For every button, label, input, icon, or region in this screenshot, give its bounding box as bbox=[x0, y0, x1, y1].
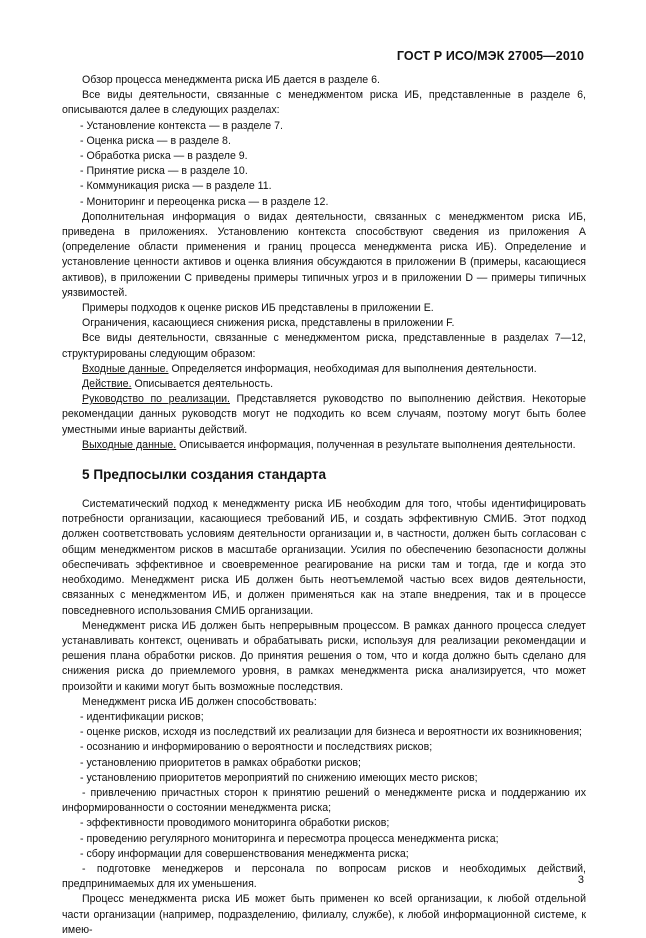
list-item: - подготовке менеджеров и персонала по вопросам рисков и необходимых действий, предпринимаемых для их уменьшения. bbox=[62, 862, 586, 891]
paragraph: Систематический подход к менеджменту риска ИБ необходим для того, чтобы идентифицировать потребности организации, касающиеся требований ИБ, и создать эффективную СМИБ. Этот подход должен соответствовать условиям деятельности организации и, в частности, должен быть согласован с общим менеджментом рисков в масштабе организации. Усилия по обеспечению безопасности должны обеспечивать эффективное и своевременное реагирование на риски там и тогда, где и когда это необходимо. Менеджмент риска ИБ должен быть неотъемлемой частью всех видов деятельности, связанных с менеджментом ИБ, и должен применяться как на этапе внедрения, так и в процессе повседневного использования СМИБ организации. bbox=[62, 498, 586, 617]
list-item: - привлечению причастных сторон к принятию решений о менеджменте риска и поддержанию их информированности о состоянии менеджмента риска; bbox=[62, 786, 586, 815]
list-item: - идентификации рисков; bbox=[80, 710, 204, 723]
structure-item-guidance bbox=[62, 392, 586, 438]
paragraph: Все виды деятельности, связанные с менеджментом риска, представленные в разделах 7—12, структурированы следующим образом: bbox=[62, 332, 586, 360]
paragraph: Примеры подходов к оценке рисков ИБ представлены в приложении Е. bbox=[82, 302, 434, 315]
list-item: - эффективности проводимого мониторинга обработки рисков; bbox=[80, 817, 390, 830]
list-item: - сбору информации для совершенствования менеджмента риска; bbox=[80, 847, 409, 860]
paragraph: Дополнительная информация о видах деятельности, связанных с менеджментом риска ИБ, приведена в приложениях. Установлению контекста способствуют сведения из приложения А (определение области применения и границ процесса менеджмента риска ИБ). Определение и установление ценности активов и оценка влияния обсуждаются в приложении В (примеры, касающиеся активов), в приложении С приведены примеры типичных угроз и в приложении D — примеры типичных уязвимостей. bbox=[62, 210, 586, 299]
list-item: - Обработка риска — в разделе 9. bbox=[80, 150, 248, 163]
document-header: ГОСТ Р ИСО/МЭК 27005—2010 bbox=[396, 49, 584, 63]
list-item: - Установление контекста — в разделе 7. bbox=[80, 119, 283, 132]
structure-term: Руководство по реализации. bbox=[82, 393, 230, 406]
structure-term: Действие. bbox=[82, 378, 132, 391]
section-title: 5 Предпосылки создания стандарта bbox=[82, 467, 327, 483]
structure-text: Описывается информация, полученная в результате выполнения деятельности. bbox=[176, 438, 576, 451]
paragraph: Все виды деятельности, связанные с менеджментом риска ИБ, представленные в разделе 6, описываются далее в следующих разделах: bbox=[62, 89, 586, 117]
paragraph: Процесс менеджмента риска ИБ может быть применен ко всей организации, к любой отдельной части организации (например, подразделению, филиалу, службе), к любой информационной системе, к имею- bbox=[62, 893, 586, 936]
paragraph: Ограничения, касающиеся снижения риска, представлены в приложении F. bbox=[82, 317, 455, 330]
list-item: - установлению приоритетов мероприятий по снижению имеющих место рисков; bbox=[80, 771, 478, 784]
structure-text: Определяется информация, необходимая для выполнения деятельности. bbox=[168, 362, 537, 375]
document-body bbox=[62, 73, 586, 938]
structure-item-action bbox=[62, 377, 586, 392]
structure-text: Представляется руководство по выполнению действия. Некоторые рекомендации данных руководств могут не подходить ко всем случаям, поэтому могут быть более уместными иные варианты действий. bbox=[62, 393, 586, 436]
page-number: 3 bbox=[577, 874, 584, 886]
list-item: - осознанию и информированию о вероятности и последствиях рисков; bbox=[80, 741, 433, 754]
list-item: - Оценка риска — в разделе 8. bbox=[80, 134, 231, 147]
structure-text: Описывается деятельность. bbox=[131, 378, 274, 391]
structure-term: Входные данные. bbox=[82, 362, 169, 375]
list-item: - Мониторинг и переоценка риска — в разделе 12. bbox=[80, 195, 329, 208]
paragraph: Менеджмент риска ИБ должен способствовать: bbox=[82, 695, 317, 708]
list-item: - Принятие риска — в разделе 10. bbox=[80, 165, 248, 178]
structure-item-output bbox=[62, 438, 586, 453]
structure-item-input bbox=[62, 362, 586, 377]
paragraph: Обзор процесса менеджмента риска ИБ дается в разделе 6. bbox=[82, 74, 380, 86]
list-item: - установлению приоритетов в рамках обработки рисков; bbox=[80, 756, 361, 769]
list-item: - проведению регулярного мониторинга и пересмотра процесса менеджмента риска; bbox=[80, 832, 499, 845]
paragraph: Менеджмент риска ИБ должен быть непрерывным процессом. В рамках данного процесса следует устанавливать контекст, оценивать и обрабатывать риски, используя для реализации рекомендации и решения плана обработки рисков. До принятия решения о том, что и когда должно быть сделано для снижения риска до приемлемого уровня, в рамках менеджмента риска анализируется, что может произойти и какими могут быть возможные последствия. bbox=[62, 619, 586, 693]
list-item: - Коммуникация риска — в разделе 11. bbox=[80, 180, 272, 193]
structure-term: Выходные данные. bbox=[82, 438, 177, 451]
list-item: - оценке рисков, исходя из последствий их реализации для бизнеса и вероятности их возникновения; bbox=[80, 726, 583, 739]
